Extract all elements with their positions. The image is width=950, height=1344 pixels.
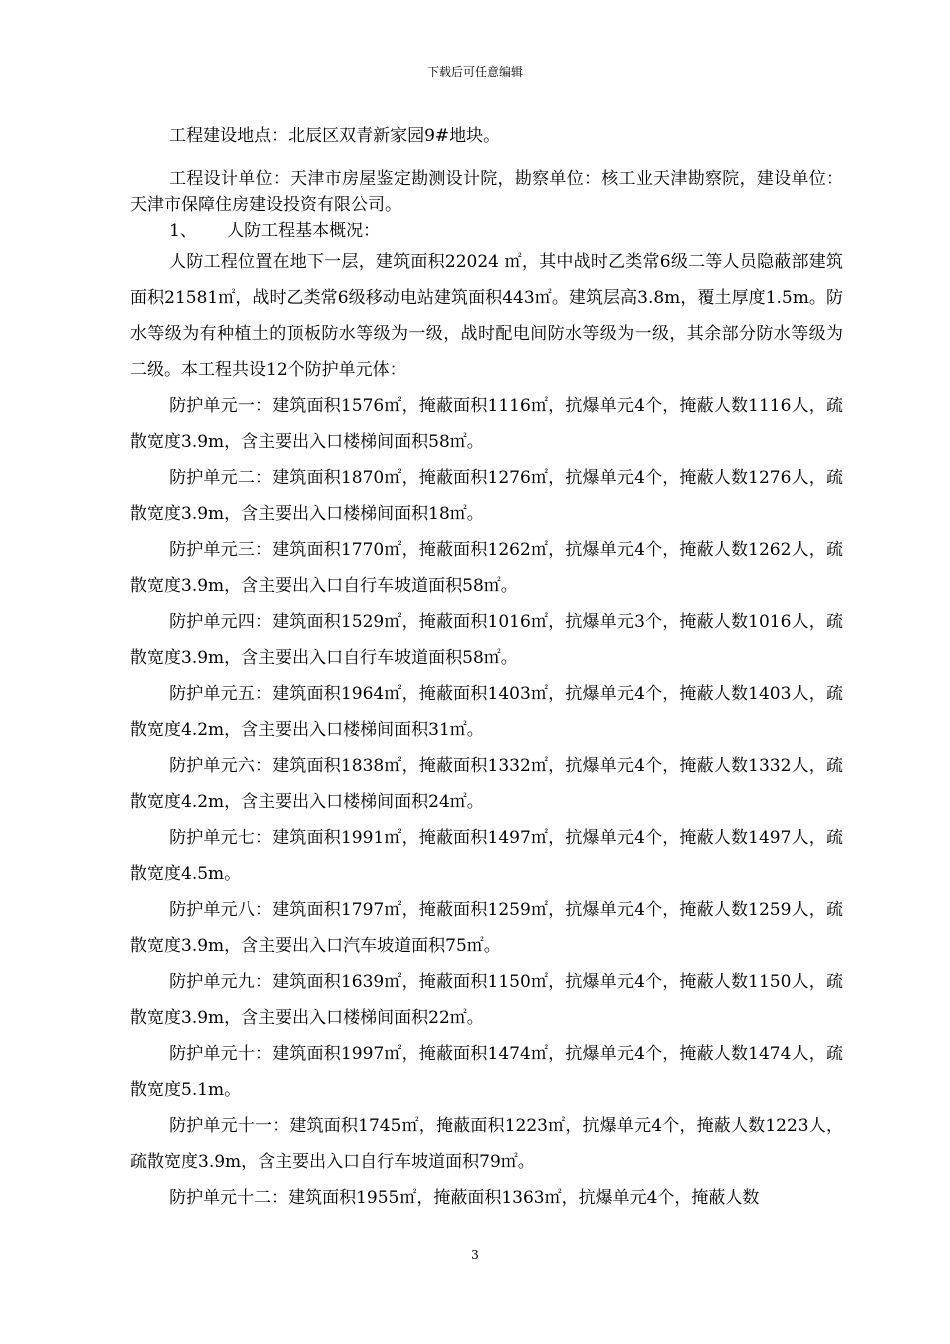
protection-unit-5: 防护单元五：建筑面积1964㎡，掩蔽面积1403㎡，抗爆单元4个，掩蔽人数1403人，疏散宽度4.2m，含主要出入口楼梯间面积31㎡。: [130, 684, 843, 740]
protection-unit-8: 防护单元八：建筑面积1797㎡，掩蔽面积1259㎡，抗爆单元4个，掩蔽人数1259人，疏散宽度3.9m，含主要出入口汽车坡道面积75㎡。: [130, 900, 843, 956]
protection-unit-2: 防护单元二：建筑面积1870㎡，掩蔽面积1276㎡，抗爆单元4个，掩蔽人数1276人，疏散宽度3.9m，含主要出入口楼梯间面积18㎡。: [130, 468, 843, 524]
page-number: 3: [471, 1248, 479, 1262]
protection-unit-6: 防护单元六：建筑面积1838㎡，掩蔽面积1332㎡，抗爆单元4个，掩蔽人数1332人，疏散宽度4.2m，含主要出入口楼梯间面积24㎡。: [130, 756, 843, 812]
section-title: 人防工程基本概况：: [227, 221, 381, 241]
document-body: [130, 118, 843, 1216]
section-heading: [130, 218, 843, 244]
protection-unit-10: 防护单元十：建筑面积1997㎡，掩蔽面积1474㎡，抗爆单元4个，掩蔽人数1474人，疏散宽度5.1m。: [130, 1044, 843, 1100]
section-number: 1、: [169, 221, 197, 241]
protection-unit-3: 防护单元三：建筑面积1770㎡，掩蔽面积1262㎡，抗爆单元4个，掩蔽人数1262人，疏散宽度3.9m，含主要出入口自行车坡道面积58㎡。: [130, 540, 843, 596]
protection-unit-4: 防护单元四：建筑面积1529㎡，掩蔽面积1016㎡，抗爆单元3个，掩蔽人数1016人，疏散宽度3.9m，含主要出入口自行车坡道面积58㎡。: [130, 612, 843, 668]
protection-unit-9: 防护单元九：建筑面积1639㎡，掩蔽面积1150㎡，抗爆单元4个，掩蔽人数1150人，疏散宽度3.9m，含主要出入口楼梯间面积22㎡。: [130, 972, 843, 1028]
protection-unit-12: 防护单元十二：建筑面积1955㎡，掩蔽面积1363㎡，抗爆单元4个，掩蔽人数: [169, 1188, 760, 1208]
protection-unit-1: 防护单元一：建筑面积1576㎡，掩蔽面积1116㎡，抗爆单元4个，掩蔽人数1116人，疏散宽度3.9m，含主要出入口楼梯间面积58㎡。: [130, 396, 843, 452]
paragraph-overview: 人防工程位置在地下一层，建筑面积22024 ㎡，其中战时乙类常6级二等人员隐蔽部建筑面积21581㎡，战时乙类常6级移动电站建筑面积443㎡。建筑层高3.8m，覆土厚度1.5m。防水等级为有种植土的顶板防水等级为一级，战时配电间防水等级为一级，其余部分防水等级为二级。本工程共设12个防护单元体：: [130, 252, 843, 380]
paragraph-location: 工程建设地点：北辰区双青新家园9#地块。: [169, 126, 501, 146]
protection-unit-7: 防护单元七：建筑面积1991㎡，掩蔽面积1497㎡，抗爆单元4个，掩蔽人数1497人，疏散宽度4.5m。: [130, 828, 843, 884]
paragraph-units: 工程设计单位：天津市房屋鉴定勘测设计院，勘察单位：核工业天津勘察院，建设单位：天津市保障住房建设投资有限公司。: [130, 169, 843, 215]
page-header: 下载后可任意编辑: [426, 65, 523, 79]
protection-unit-11: 防护单元十一：建筑面积1745㎡，掩蔽面积1223㎡，抗爆单元4个，掩蔽人数1223人，疏散宽度3.9m，含主要出入口自行车坡道面积79㎡。: [130, 1116, 843, 1172]
